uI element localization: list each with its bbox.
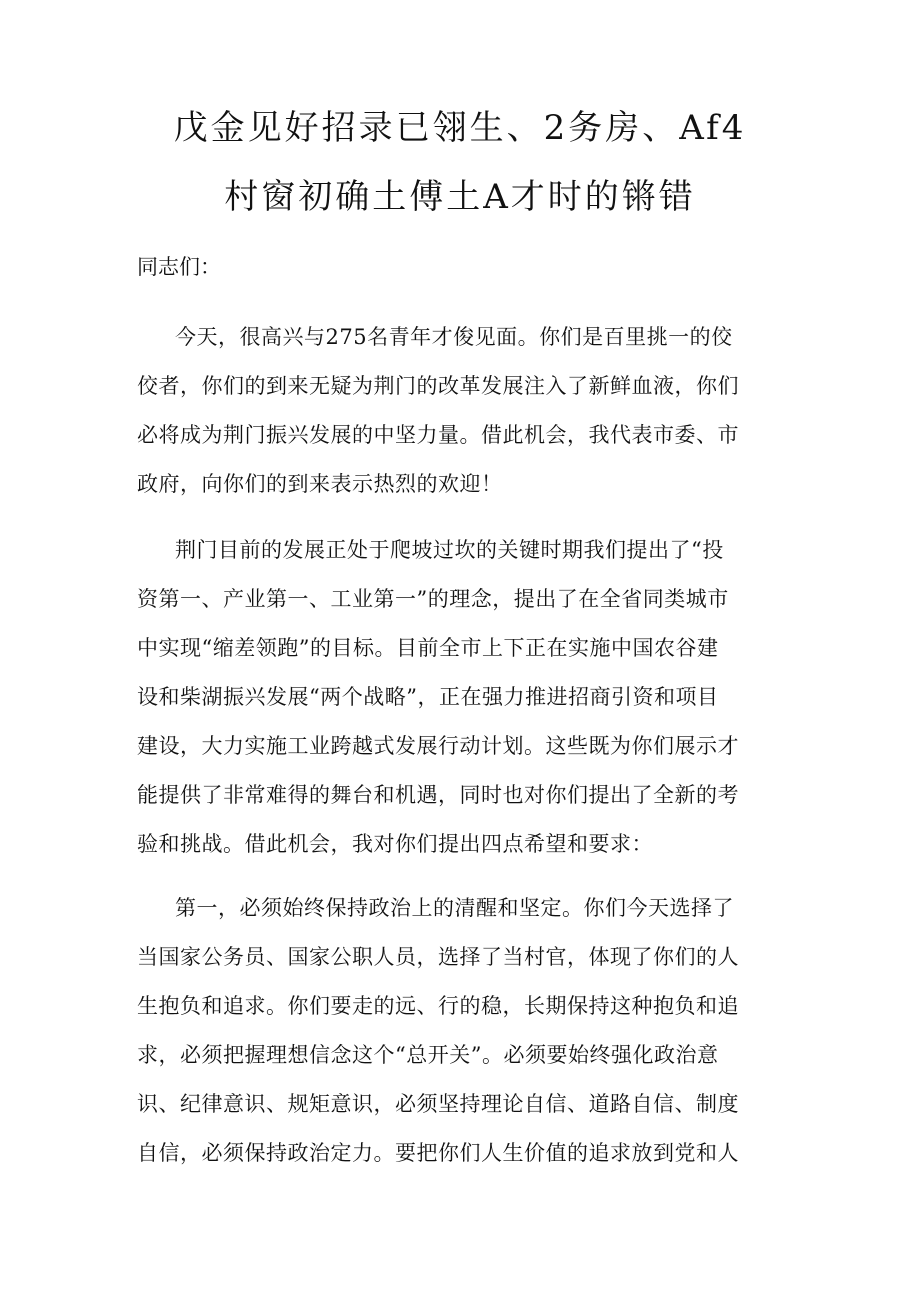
paragraph-2 (137, 526, 787, 869)
paragraph-3 (137, 884, 787, 1178)
paragraph-line: 验和挑战。借此机会，我对你们提出四点希望和要求： (137, 832, 653, 856)
salutation: 同志们： (137, 255, 221, 279)
paragraph-line: 求，必须把握理想信念这个“总开关”。必须要始终强化政治意 (137, 1043, 719, 1067)
document-title-line-2: 村窗初确土傅土A才时的锵错 (224, 177, 696, 217)
paragraph-line: 必将成为荆门振兴发展的中坚力量。借此机会，我代表市委、市 (137, 423, 739, 447)
paragraph-line: 第一，必须始终保持政治上的清醒和坚定。你们今天选择了 (175, 896, 734, 920)
paragraph-line: 中实现“缩差领跑”的目标。目前全市上下正在实施中国农谷建 (137, 636, 719, 660)
paragraph-line: 当国家公务员、国家公职人员，选择了当村官，体现了你们的人 (137, 945, 739, 969)
paragraph-line: 识、纪律意识、规矩意识，必须坚持理论自信、道路自信、制度 (137, 1092, 739, 1116)
paragraph-line: 生抱负和追求。你们要走的远、行的稳，长期保持这种抱负和追 (137, 994, 739, 1018)
paragraph-line: 今天，很高兴与275名青年才俊见面。你们是百里挑一的佼 (175, 325, 733, 349)
paragraph-line: 政府，向你们的到来表示热烈的欢迎！ (137, 472, 503, 496)
paragraph-1 (137, 313, 787, 509)
paragraph-line: 建设，大力实施工业跨越式发展行动计划。这些既为你们展示才 (137, 734, 739, 758)
paragraph-line: 佼者，你们的到来无疑为荆门的改革发展注入了新鲜血液，你们 (137, 374, 739, 398)
paragraph-line: 资第一、产业第一、工业第一”的理念，提出了在全省同类城市 (137, 587, 729, 611)
document-title-line-1: 戊金见好招录已翎生、2务房、Af4 (173, 108, 747, 148)
paragraph-line: 荆门目前的发展正处于爬坡过坎的关键时期我们提出了“投 (175, 538, 724, 562)
paragraph-line: 自信，必须保持政治定力。要把你们人生价值的追求放到党和人 (137, 1141, 739, 1165)
paragraph-line: 设和柴湖振兴发展“两个战略”，正在强力推进招商引资和项目 (137, 685, 719, 709)
paragraph-line: 能提供了非常难得的舞台和机遇，同时也对你们提出了全新的考 (137, 783, 739, 807)
